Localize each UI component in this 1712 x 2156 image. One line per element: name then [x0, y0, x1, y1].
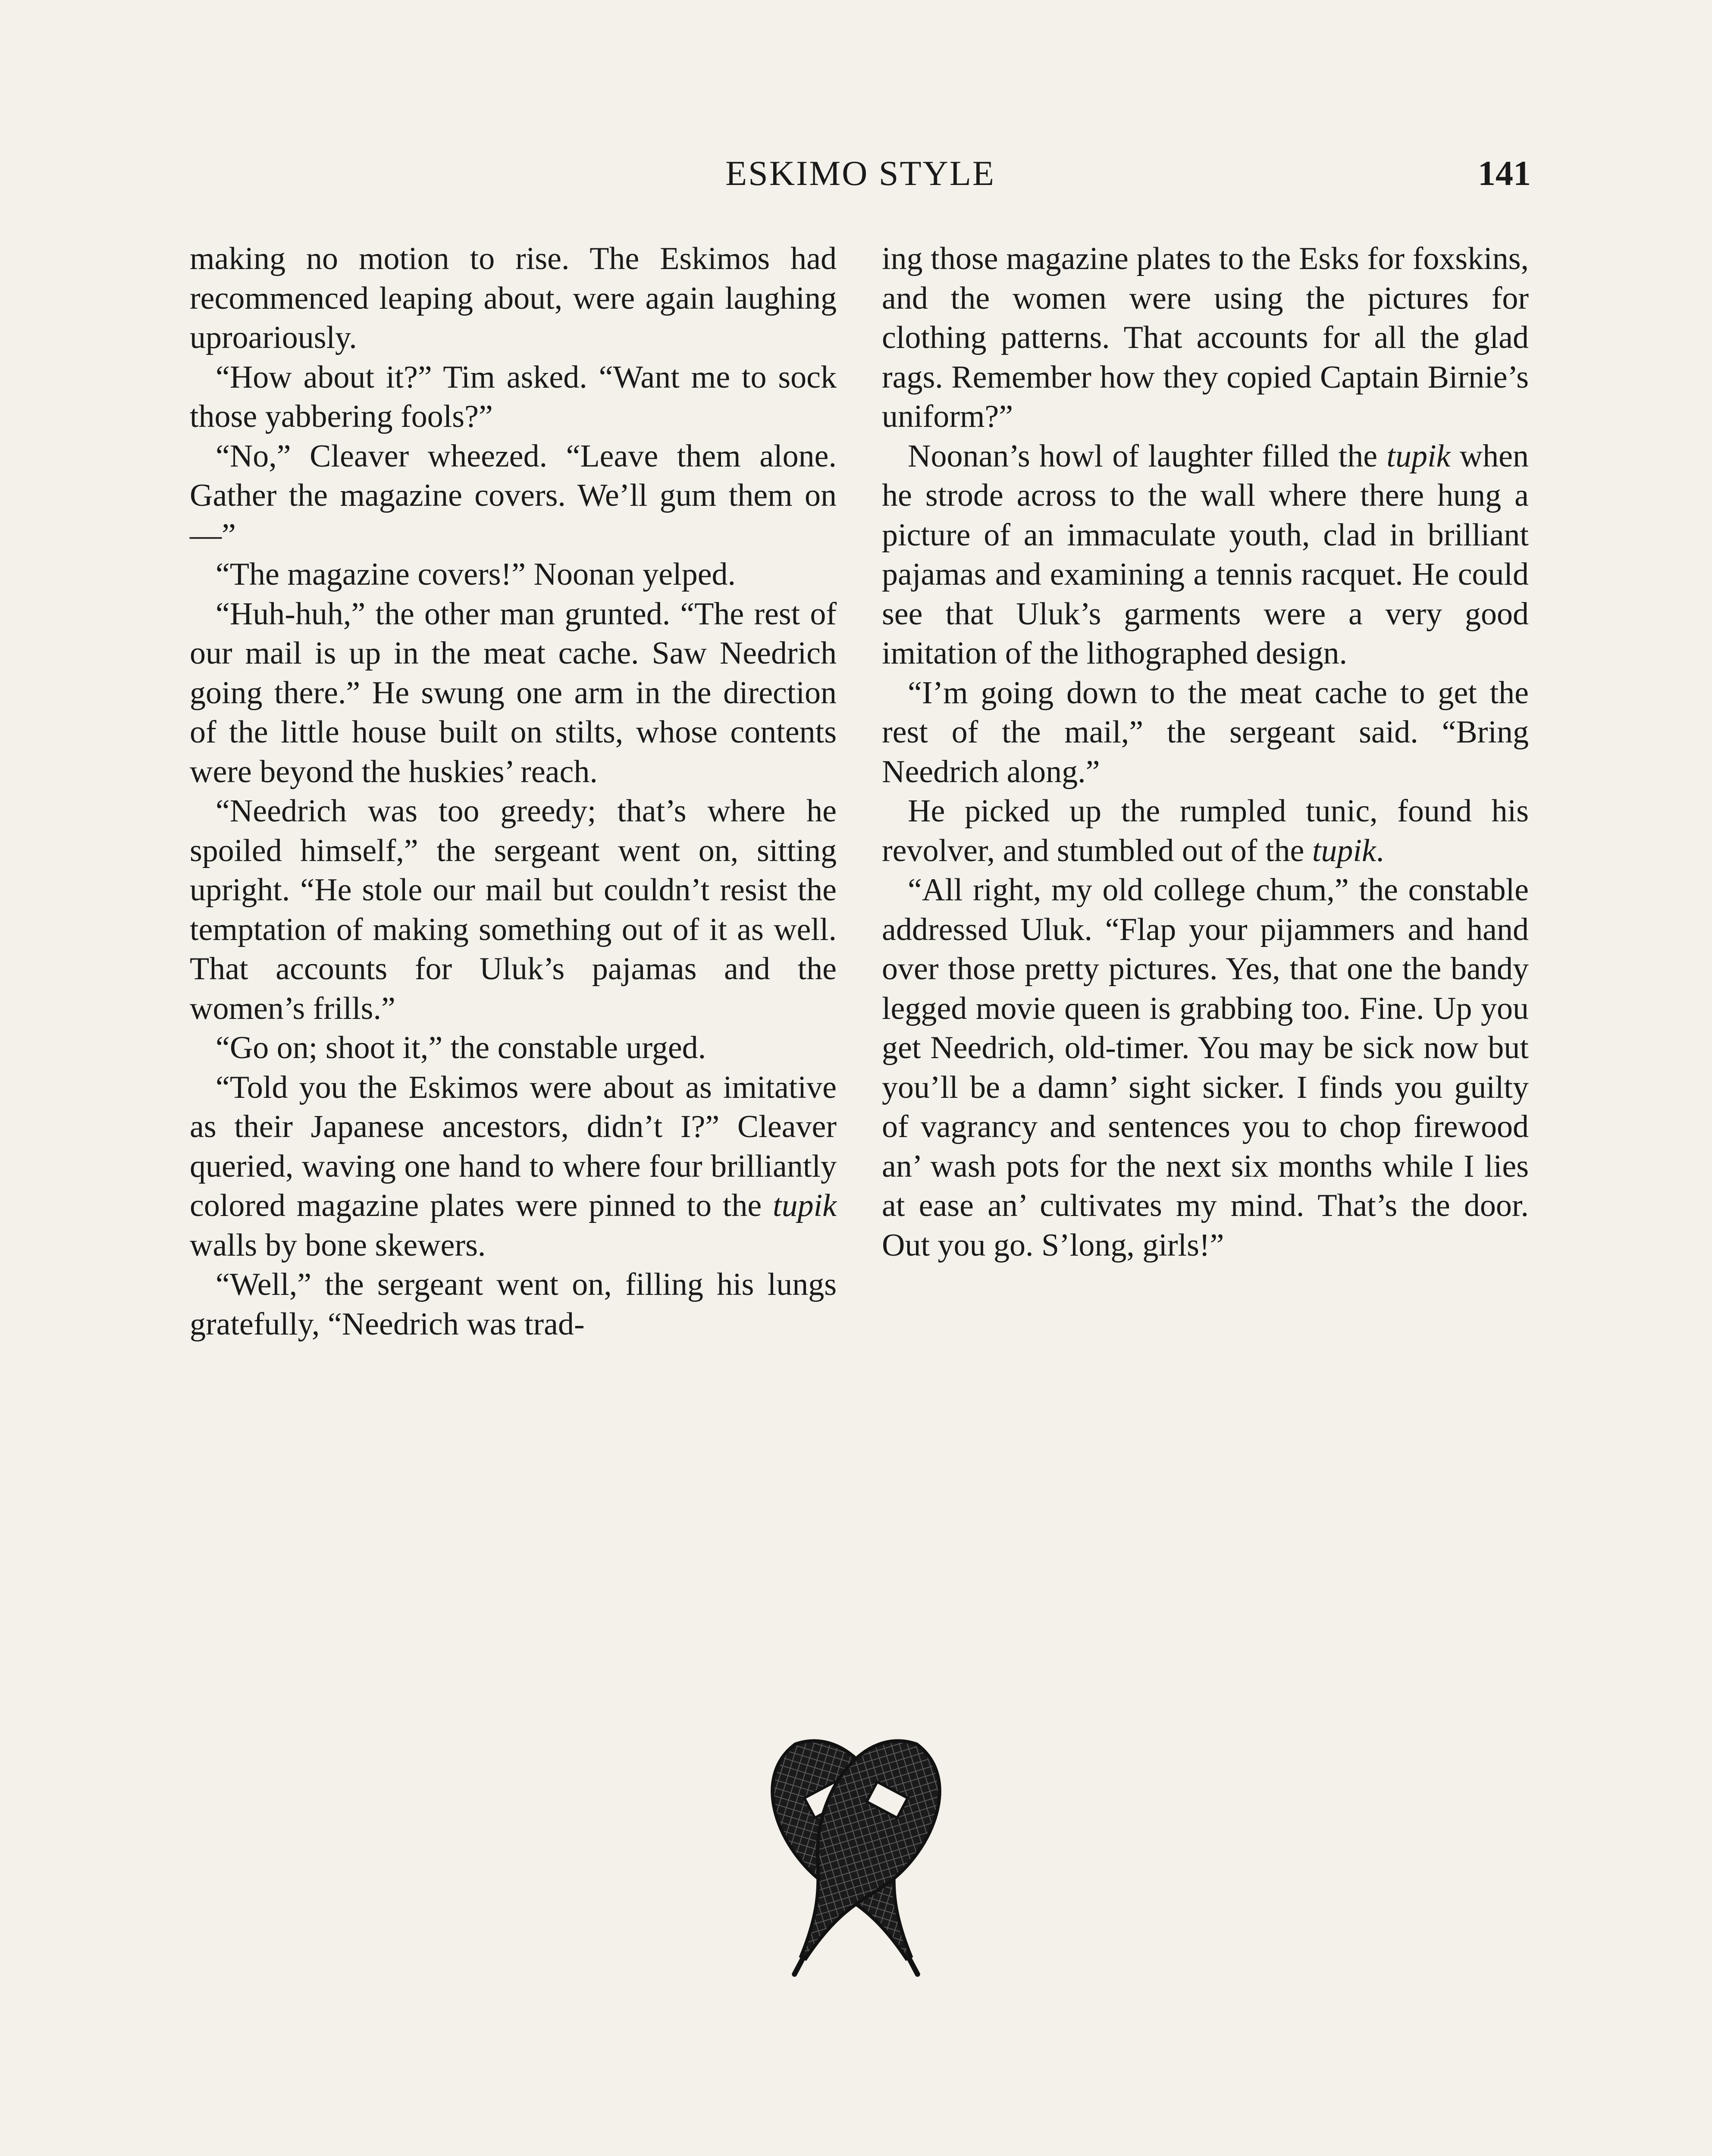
- page-number: 141: [1478, 154, 1531, 193]
- paragraph: ing those magazine plates to the Esks for foxskins, and the women were using the pictures for clothing patterns. That accounts for all the glad rags. Remember how they copied Captain Birnie’s uniform?”: [882, 241, 1529, 434]
- paragraph: [882, 792, 1529, 871]
- paragraph-text: He picked up the rumpled tunic, found his revolver, and stumbled out of the: [882, 793, 1529, 868]
- paragraph: “No,” Cleaver wheezed. “Leave them alone. Gather the magazine covers. We’ll gum them on—”: [190, 438, 837, 553]
- paragraph: “Well,” the sergeant went on, filling his lungs gratefully, “Needrich was trad-: [190, 1267, 837, 1342]
- paragraph: “Needrich was too greedy; that’s where he spoiled himself,” the sergeant went on, sitting upright. “He stole our mail but couldn’t resist the temptation of making something out of it as well. That accounts for Uluk’s pajamas and the women’s frills.”: [190, 793, 837, 1026]
- italic-word: tupik: [1312, 833, 1376, 868]
- left-column: [190, 239, 837, 1344]
- italic-word: tupik: [773, 1188, 837, 1223]
- paragraph-text: when he strode across to the wall where there hung a picture of an immaculate youth, clad in brilliant pajamas and examining a tennis racquet. He could see that Uluk’s garments were a very good imitation of the lithographed design.: [882, 438, 1529, 671]
- paragraph: “How about it?” Tim asked. “Want me to sock those yabbering fools?”: [190, 359, 837, 434]
- paragraph: [190, 1068, 837, 1266]
- paragraph-text: .: [1376, 833, 1384, 868]
- running-title: ESKIMO STYLE: [725, 154, 995, 193]
- paragraph: making no motion to rise. The Eskimos had recommenced leaping about, were again laughing uproariously.: [190, 241, 837, 355]
- paragraph: “Go on; shoot it,” the constable urged.: [216, 1030, 706, 1065]
- italic-word: tupik: [1386, 438, 1451, 474]
- paragraph: “The magazine covers!” Noonan yelped.: [216, 557, 736, 592]
- paragraph-text: walls by bone skewers.: [190, 1227, 486, 1263]
- paragraph: “I’m going down to the meat cache to get the rest of the mail,” the sergeant said. “Bring Needrich along.”: [882, 675, 1529, 790]
- paragraph-text: Noonan’s howl of laughter filled the: [908, 438, 1387, 474]
- running-head: [190, 153, 1531, 201]
- paragraph: “All right, my old college chum,” the constable addressed Uluk. “Flap your pijammers and hand over those pretty pictures. Yes, that one the bandy legged movie queen is grabbing too. Fine. Up you get Needrich, old-timer. You may be sick now but you’ll be a damn’ sight sicker. I finds you guilty of vagrancy and sentences you to chop firewood an’ wash pots for the next six months while I lies at ease an’ cultivates my mind. That’s the door. Out you go. S’long, girls!”: [882, 872, 1529, 1263]
- right-column: [882, 239, 1529, 1265]
- paragraph-text: “Told you the Eskimos were about as imitative as their Japanese ancestors, didn’t I?” Cleaver queried, waving one hand to where four brilliantly colored magazine plates were pinned to the: [190, 1069, 837, 1223]
- crossed-snowshoes-icon: [753, 1720, 959, 1996]
- paragraph: [882, 437, 1529, 674]
- paragraph: “Huh-huh,” the other man grunted. “The rest of our mail is up in the meat cache. Saw Needrich going there.” He swung one arm in the direction of the little house built on stilts, whose contents were beyond the huskies’ reach.: [190, 596, 837, 790]
